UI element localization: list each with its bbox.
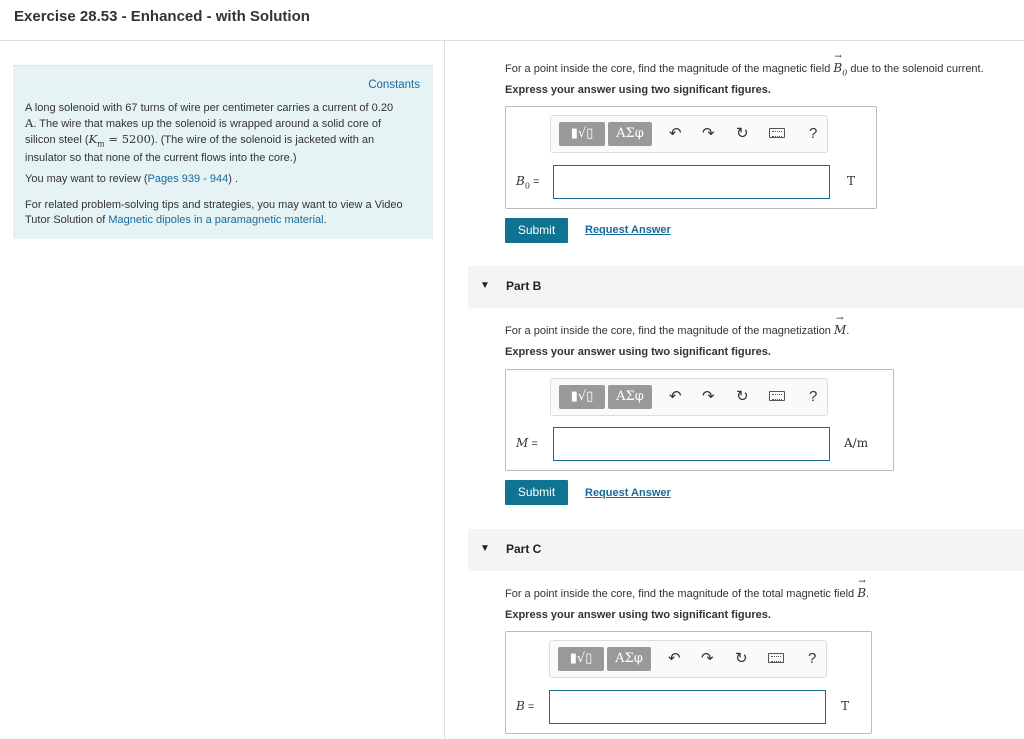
part-a-toolbar [550,115,828,153]
templates-button[interactable]: ▮√▯ [558,647,604,671]
redo-icon[interactable]: ↷ [702,125,715,142]
redo-icon[interactable]: ↷ [702,388,715,405]
part-b-answer-input[interactable] [553,427,830,461]
part-b-toolbar [550,378,828,416]
part-c-toolbar [549,640,827,678]
undo-icon[interactable]: ↶ [668,650,681,667]
video-tutor-link[interactable]: Magnetic dipoles in a paramagnetic material [108,214,324,226]
part-a-unit: T [847,174,856,188]
help-button[interactable]: ? [809,125,818,142]
part-c-header[interactable] [468,529,1024,571]
undo-icon[interactable]: ↶ [669,125,682,142]
reset-icon[interactable]: ↻ [736,388,749,405]
related-text: For related problem-solving tips and strategies, you may want to view a Video Tutor Solution of Magnetic dipoles in a paramagnetic material. [25,199,403,226]
redo-icon[interactable]: ↷ [701,650,714,667]
part-c-answer-box [505,631,872,734]
pages-link[interactable]: Pages 939 - 944 [147,173,229,185]
constants-link[interactable]: Constants [368,79,420,91]
keyboard-icon[interactable] [769,391,785,401]
part-b-unit: A/m [844,436,869,450]
keyboard-icon[interactable] [768,653,784,663]
part-c-instruction: Express your answer using two significant figures. [505,609,771,621]
problem-text-4: ). (The wire of the solenoid is jacketed with an [150,134,375,146]
symbols-button[interactable]: ΑΣφ [608,385,652,409]
problem-text-2: . The wire that makes up the solenoid is wrapped around a solid core of [33,118,382,130]
column-divider [444,41,445,739]
problem-text-1: A long solenoid with 67 turns of wire per centimeter carries a current of 0.20 [25,102,394,114]
part-b-title: Part B [506,279,542,293]
problem-statement [25,101,425,166]
unit-ampere: A [25,116,34,130]
undo-icon[interactable]: ↶ [669,388,682,405]
reset-icon[interactable]: ↻ [735,650,748,667]
part-a-request-answer-link[interactable]: Request Answer [585,224,671,236]
help-button[interactable]: ? [809,388,818,405]
part-b-instruction: Express your answer using two significant figures. [505,346,771,358]
part-c-title: Part C [506,542,542,556]
part-b-request-answer-link[interactable]: Request Answer [585,487,671,499]
symbols-button[interactable]: ΑΣφ [608,122,652,146]
review-text: You may want to review (Pages 939 - 944) . [25,173,238,185]
problem-text-3: silicon steel ( [25,134,89,146]
page-title: Exercise 28.53 - Enhanced - with Solution [14,8,310,25]
part-c-unit: T [841,699,850,713]
help-button[interactable]: ? [808,650,817,667]
templates-button[interactable]: ▮√▯ [559,385,605,409]
part-b-answer-box [505,369,894,471]
part-a-answer-box [505,106,877,209]
part-a-question: For a point inside the core, find the magnitude of the magnetic field → $B_0$ due to the solenoid current. [505,52,984,78]
problem-text-5: insulator so that none of the current flows into the core.) [25,152,297,165]
part-a-answer-input[interactable] [553,165,830,199]
problem-panel [13,65,433,239]
part-c-question: For a point inside the core, find the magnitude of the total magnetic field → B. [505,577,870,600]
part-c-var-label: B = [516,699,535,713]
part-c-answer-input[interactable] [549,690,826,724]
reset-icon[interactable]: ↻ [736,125,749,142]
keyboard-icon[interactable] [769,128,785,138]
templates-button[interactable]: ▮√▯ [559,122,605,146]
part-a-submit-button[interactable]: Submit [505,218,568,243]
collapse-arrow-icon[interactable]: ▼ [480,543,490,554]
part-b-submit-button[interactable]: Submit [505,480,568,505]
collapse-arrow-icon[interactable]: ▼ [480,280,490,291]
part-b-var-label: M = [516,436,538,450]
part-b-header[interactable] [468,266,1024,308]
km-symbol: $K_m = 5200$ [88,132,151,149]
symbols-button[interactable]: ΑΣφ [607,647,651,671]
part-a-var-label: $B_0$ = [516,174,540,191]
page-header [0,0,1024,41]
part-b-question: For a point inside the core, find the magnitude of the magnetization → M. [505,314,850,337]
part-a-instruction: Express your answer using two significant figures. [505,84,771,96]
